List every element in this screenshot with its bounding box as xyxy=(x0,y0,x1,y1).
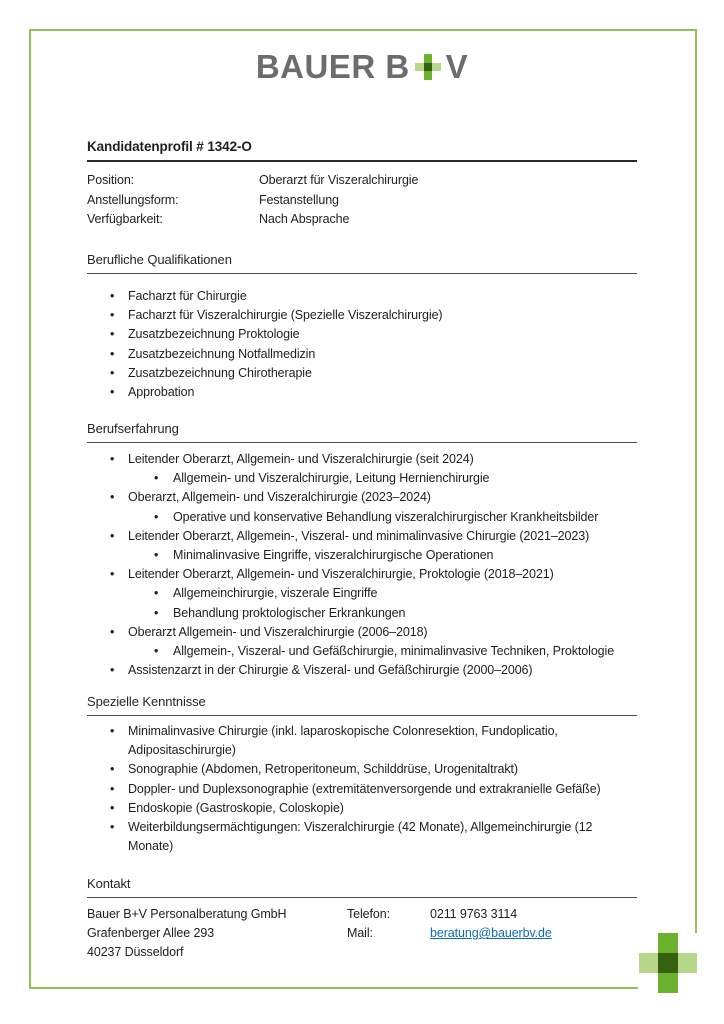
contact-address xyxy=(87,905,286,963)
contact-values xyxy=(430,905,552,943)
list-item xyxy=(87,306,647,325)
contact-city: 40237 Düsseldorf xyxy=(87,945,184,960)
bullet-icon: • xyxy=(110,820,115,835)
list-item xyxy=(87,527,647,546)
list-item-text: Leitender Oberarzt, Allgemein-, Viszeral- und minimalinvasive Chirurgie (2021–2023) xyxy=(128,528,590,543)
logo-text-right: V xyxy=(445,48,469,85)
section-heading-experience: Berufserfahrung xyxy=(87,421,637,443)
meta-value: Nach Absprache xyxy=(259,212,350,226)
bullet-icon: • xyxy=(110,365,115,380)
list-item-text: Operative und konservative Behandlung viszeralchirurgischer Krankheitsbilder xyxy=(173,509,599,524)
list-item-text: Assistenzarzt in der Chirurgie & Viszeral- und Gefäßchirurgie (2000–2006) xyxy=(128,663,533,678)
profile-meta xyxy=(87,171,637,230)
list-item-text: Doppler- und Duplexsonographie (extremitätenversorgende und extrakranielle Gefäße) xyxy=(128,781,601,796)
bullet-icon: • xyxy=(110,663,115,678)
contact-phone-number: 0211 9763 3114 xyxy=(430,907,518,921)
list-item xyxy=(87,488,647,507)
meta-row-availability xyxy=(87,210,637,230)
bullet-icon: • xyxy=(110,724,115,738)
qualifications-list xyxy=(87,287,647,402)
list-item-text: Weiterbildungsermächtigungen: Viszeralchirurgie (42 Monate), Allgemeinchirurgie (12 xyxy=(128,820,593,835)
list-item-continuation xyxy=(87,837,647,856)
list-item-text: Zusatzbezeichnung Proktologie xyxy=(128,327,300,342)
list-item xyxy=(87,760,647,779)
list-subitem xyxy=(87,469,647,488)
list-subitem xyxy=(87,508,647,527)
bullet-icon: • xyxy=(110,327,115,342)
bullet-icon: • xyxy=(110,346,115,361)
skills-list xyxy=(87,722,647,856)
list-item xyxy=(87,383,647,402)
list-item-text: Zusatzbezeichnung Chirotherapie xyxy=(128,365,312,380)
bullet-icon: • xyxy=(154,509,159,524)
meta-label: Anstellungsform: xyxy=(87,192,179,207)
section-heading-skills: Spezielle Kenntnisse xyxy=(87,694,637,716)
list-item-text: Allgemein-, Viszeral- und Gefäßchirurgie, minimalinvasive Techniken, Proktologie xyxy=(173,644,615,659)
contact-phone-label: Telefon: xyxy=(347,907,390,921)
meta-value: Oberarzt für Viszeralchirurgie xyxy=(259,173,419,187)
list-item-text: Oberarzt Allgemein- und Viszeralchirurgie (2006–2018) xyxy=(128,624,428,639)
list-item xyxy=(87,623,647,642)
experience-list xyxy=(87,450,647,680)
list-item-text: Minimalinvasive Chirurgie (inkl. laparoskopische Colonresektion, Fundoplicatio, xyxy=(128,724,558,738)
list-item-text: Oberarzt, Allgemein- und Viszeralchirurgie (2023–2024) xyxy=(128,490,431,505)
bullet-icon: • xyxy=(110,308,115,323)
bullet-icon: • xyxy=(110,452,115,466)
section-heading-qualifications: Berufliche Qualifikationen xyxy=(87,252,637,274)
candidate-profile-title: Kandidatenprofil # 1342-O xyxy=(87,139,637,162)
bullet-icon: • xyxy=(110,624,115,639)
list-item xyxy=(87,364,647,383)
page-border-left xyxy=(29,29,31,989)
bullet-icon: • xyxy=(154,548,159,563)
list-item-text: Behandlung proktologischer Erkrankungen xyxy=(173,605,406,620)
list-item xyxy=(87,287,647,306)
list-item xyxy=(87,722,647,741)
bullet-icon: • xyxy=(154,644,159,659)
list-item-text: Zusatzbezeichnung Notfallmedizin xyxy=(128,346,316,361)
list-item-text: Facharzt für Viszeralchirurgie (Spezielle Viszeralchirurgie) xyxy=(128,308,443,323)
list-item-text: Leitender Oberarzt, Allgemein- und Viszeralchirurgie (seit 2024) xyxy=(128,452,474,466)
list-item xyxy=(87,565,647,584)
list-item-text: Approbation xyxy=(128,385,195,400)
bullet-icon: • xyxy=(154,471,159,486)
page-border-top xyxy=(29,29,697,31)
list-item-text: Facharzt für Chirurgie xyxy=(128,289,247,303)
bullet-icon: • xyxy=(154,605,159,620)
bullet-icon: • xyxy=(110,567,115,582)
bullet-icon: • xyxy=(110,762,115,777)
email-link[interactable]: beratung@bauerbv.de xyxy=(430,926,552,941)
bullet-icon: • xyxy=(110,385,115,400)
meta-value: Festanstellung xyxy=(259,192,339,207)
contact-company: Bauer B+V Personalberatung GmbH xyxy=(87,907,287,921)
list-item xyxy=(87,780,647,799)
list-item-text: Minimalinvasive Eingriffe, viszeralchirurgische Operationen xyxy=(173,548,494,563)
list-item xyxy=(87,345,647,364)
bullet-icon: • xyxy=(154,586,159,601)
contact-labels xyxy=(347,905,390,943)
list-item-text: Adipositaschirurgie) xyxy=(128,743,236,758)
meta-row-employment-type xyxy=(87,191,637,211)
list-item-text: Endoskopie (Gastroskopie, Coloskopie) xyxy=(128,800,344,815)
list-item-text: Monate) xyxy=(128,839,174,854)
bullet-icon: • xyxy=(110,490,115,505)
list-subitem xyxy=(87,546,647,565)
list-item-text: Leitender Oberarzt, Allgemein- und Viszeralchirurgie, Proktologie (2018–2021) xyxy=(128,567,554,582)
list-item-continuation xyxy=(87,741,647,760)
list-item xyxy=(87,799,647,818)
meta-label: Verfügbarkeit: xyxy=(87,212,163,226)
list-item-text: Allgemein- und Viszeralchirurgie, Leitung Hernienchirurgie xyxy=(173,471,490,486)
contact-mail-label: Mail: xyxy=(347,926,373,941)
bullet-icon: • xyxy=(110,289,115,303)
company-logo xyxy=(29,48,695,86)
page-border-bottom xyxy=(29,987,638,989)
list-item xyxy=(87,818,647,837)
bullet-icon: • xyxy=(110,800,115,815)
corner-cross-icon xyxy=(639,933,697,993)
list-subitem xyxy=(87,642,647,661)
page-border-right xyxy=(695,29,697,933)
list-item xyxy=(87,661,647,680)
section-heading-contact: Kontakt xyxy=(87,876,637,898)
list-item xyxy=(87,450,647,469)
contact-street: Grafenberger Allee 293 xyxy=(87,926,215,941)
list-item-text: Sonographie (Abdomen, Retroperitoneum, Schilddrüse, Urogenitaltrakt) xyxy=(128,762,518,777)
meta-row-position xyxy=(87,171,637,191)
logo-plus-icon xyxy=(415,54,441,80)
bullet-icon: • xyxy=(110,781,115,796)
meta-label: Position: xyxy=(87,173,135,187)
list-subitem xyxy=(87,584,647,603)
list-item xyxy=(87,325,647,344)
bullet-icon: • xyxy=(110,528,115,543)
list-item-text: Allgemeinchirurgie, viszerale Eingriffe xyxy=(173,586,378,601)
list-subitem xyxy=(87,604,647,623)
logo-text-left: BAUER B xyxy=(255,48,410,85)
